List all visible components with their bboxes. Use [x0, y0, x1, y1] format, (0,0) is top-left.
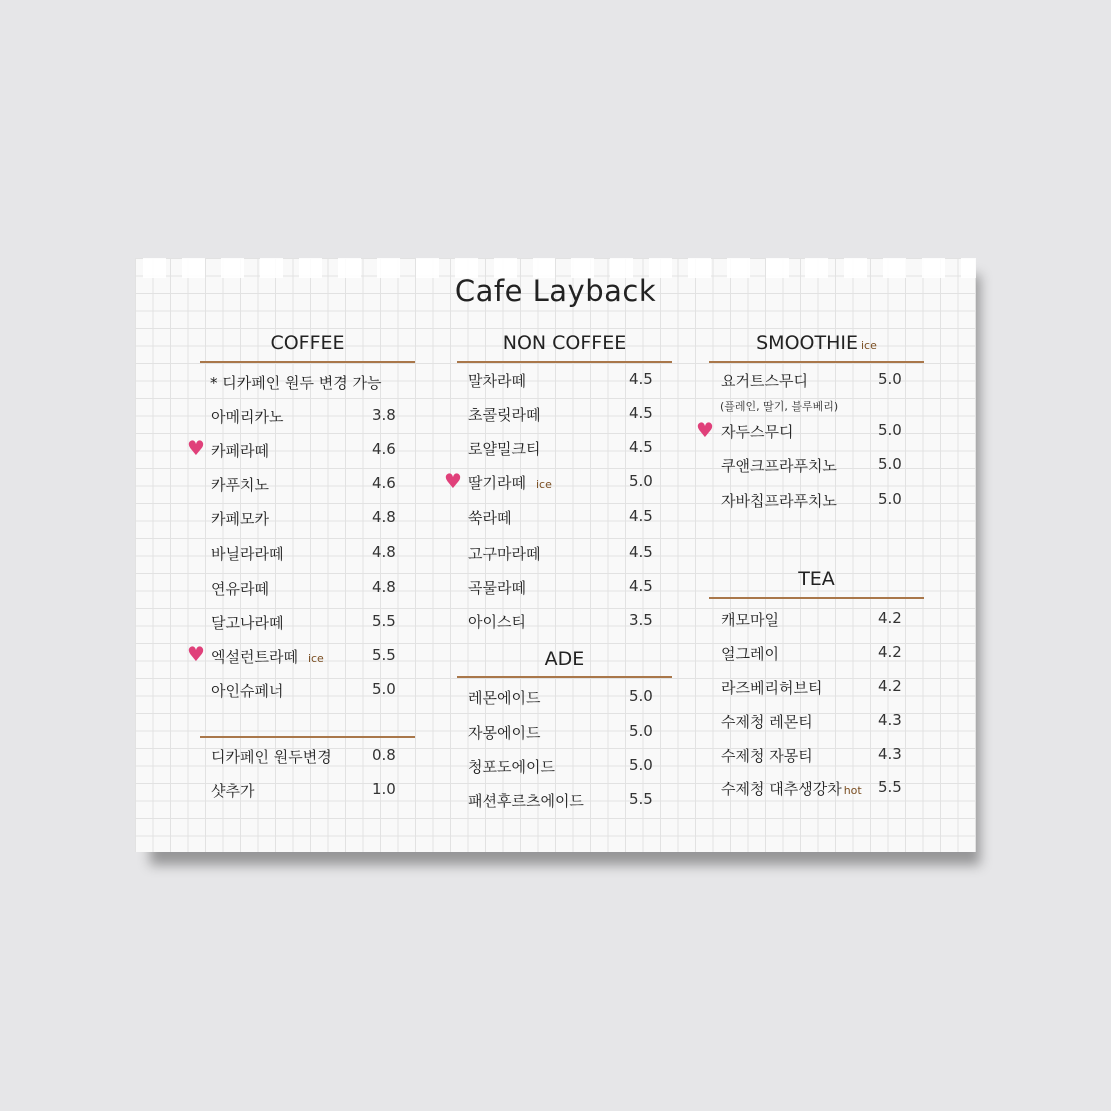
non-coffee-item-price: 4.5 [629, 438, 653, 456]
ade-item-name: 패션후르츠에이드 [468, 792, 584, 810]
tea-item-price: 4.2 [878, 643, 902, 661]
ade-item-price: 5.5 [629, 790, 653, 808]
extras-rule [200, 736, 415, 738]
tea-item-price: 5.5 [878, 778, 902, 796]
smoothie-item-price: 5.0 [878, 370, 902, 388]
coffee-item-name: 엑설런트라떼 ice [211, 648, 324, 666]
smoothie-item-price: 5.0 [878, 490, 902, 508]
non-coffee-item-price: 4.5 [629, 507, 653, 525]
coffee-item-price: 4.8 [372, 578, 396, 596]
non-coffee-item-price: 4.5 [629, 577, 653, 595]
tea-heading: TEA [798, 568, 835, 590]
tea-item-price: 4.3 [878, 745, 902, 763]
coffee-item-price: 4.6 [372, 474, 396, 492]
ade-item-name: 청포도에이드 [468, 758, 555, 776]
menu-card [135, 258, 976, 852]
coffee-item-name: 카페모카 [211, 510, 269, 528]
tea-item-name: 캐모마일 [721, 611, 779, 629]
hot-tag: hot [843, 784, 862, 797]
smoothie-heading: SMOOTHIE ice [756, 332, 877, 354]
ade-rule [457, 676, 672, 678]
smoothie-item-name: 자바칩프라푸치노 [721, 492, 837, 510]
non-coffee-item-price: 5.0 [629, 472, 653, 490]
tea-item-name: 수제청 대추생강차 hot [721, 780, 862, 798]
smoothie-item-options: (플레인, 딸기, 블루베리) [720, 400, 839, 413]
heart-icon: ♥ [187, 642, 205, 666]
tea-item-name: 얼그레이 [721, 645, 779, 663]
smoothie-item-price: 5.0 [878, 421, 902, 439]
ade-item-price: 5.0 [629, 722, 653, 740]
coffee-item-price: 4.8 [372, 543, 396, 561]
tea-item-name: 수제청 레몬티 [721, 713, 813, 731]
tea-item-price: 4.3 [878, 711, 902, 729]
smoothie-item-name: 요거트스무디 [721, 372, 808, 390]
heart-icon: ♥ [187, 436, 205, 460]
coffee-item-price: 5.5 [372, 646, 396, 664]
smoothie-item-price: 5.0 [878, 455, 902, 473]
extra-item-price: 1.0 [372, 780, 396, 798]
non-coffee-item-name: 말차라떼 [468, 372, 526, 390]
non-coffee-heading: NON COFFEE [502, 332, 627, 354]
non-coffee-item-price: 3.5 [629, 611, 653, 629]
coffee-rule [200, 361, 415, 363]
non-coffee-item-name: 로얄밀크티 [468, 440, 541, 458]
smoothie-rule [709, 361, 924, 363]
extra-item-price: 0.8 [372, 746, 396, 764]
non-coffee-item-name: 고구마라떼 [468, 545, 541, 563]
coffee-note: * 디카페인 원두 변경 가능 [210, 374, 382, 392]
smoothie-item-name: 쿠앤크프라푸치노 [721, 457, 837, 475]
tea-item-price: 4.2 [878, 609, 902, 627]
extra-item-name: 디카페인 원두변경 [211, 748, 332, 766]
tea-item-price: 4.2 [878, 677, 902, 695]
heart-icon: ♥ [696, 418, 714, 442]
coffee-item-name: 카푸치노 [211, 476, 269, 494]
ice-tag: ice [861, 339, 877, 352]
heart-icon: ♥ [444, 469, 462, 493]
coffee-item-price: 3.8 [372, 406, 396, 424]
coffee-item-price: 5.0 [372, 680, 396, 698]
ade-item-name: 자몽에이드 [468, 724, 541, 742]
non-coffee-item-name: 쑥라떼 [468, 509, 512, 527]
tea-item-name: 라즈베리허브티 [721, 679, 823, 697]
non-coffee-rule [457, 361, 672, 363]
non-coffee-item-name: 초콜릿라떼 [468, 406, 541, 424]
menu-title: Cafe Layback [454, 274, 657, 308]
extra-item-name: 샷추가 [211, 782, 255, 800]
ice-tag: ice [307, 652, 324, 665]
coffee-heading: COFFEE [270, 332, 345, 354]
non-coffee-item-name: 딸기라떼 ice [468, 474, 552, 492]
non-coffee-item-name: 아이스티 [468, 613, 526, 631]
ade-item-price: 5.0 [629, 687, 653, 705]
coffee-item-name: 바닐라라떼 [211, 545, 284, 563]
ade-item-price: 5.0 [629, 756, 653, 774]
non-coffee-item-price: 4.5 [629, 370, 653, 388]
ade-item-name: 레몬에이드 [468, 689, 541, 707]
non-coffee-item-name: 곡물라떼 [468, 579, 526, 597]
coffee-item-price: 4.6 [372, 440, 396, 458]
coffee-item-name: 아메리카노 [211, 408, 284, 426]
coffee-item-price: 4.8 [372, 508, 396, 526]
tea-item-name: 수제청 자몽티 [721, 747, 813, 765]
coffee-item-name: 연유라떼 [211, 580, 269, 598]
smoothie-item-name: 자두스무디 [721, 423, 794, 441]
coffee-item-name: 달고나라떼 [211, 614, 284, 632]
non-coffee-item-price: 4.5 [629, 543, 653, 561]
ade-heading: ADE [544, 648, 585, 670]
coffee-item-price: 5.5 [372, 612, 396, 630]
non-coffee-item-price: 4.5 [629, 404, 653, 422]
coffee-item-name: 카페라떼 [211, 442, 269, 460]
ice-tag: ice [535, 478, 552, 491]
coffee-item-name: 아인슈페너 [211, 682, 284, 700]
tea-rule [709, 597, 924, 599]
